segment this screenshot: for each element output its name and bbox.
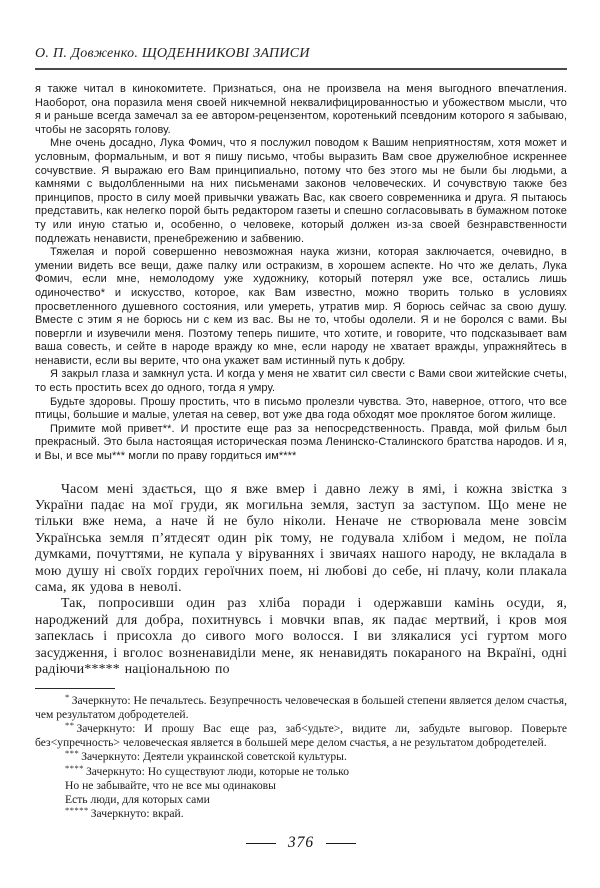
footnote [35, 691, 567, 722]
footnote-line: Есть люди, для которых сами [65, 792, 210, 806]
letter-paragraph: Я закрыл глаза и замкнул уста. И когда у меня не хватит сил свести с Вами свои житейские счеты, то есть простить всех до одного, тогда я умру. [35, 368, 567, 395]
footnote-marker: **** [65, 762, 84, 773]
footnote-text: Зачеркнуто: вкрай. [90, 807, 184, 821]
footnote-text: Зачеркнуто: И прошу Вас еще раз, заб<удьте>, видите ли, забудьте выговор. Поверьте без<упречность> человеческая является в большей мере делом счастья, а не результатом добродетелей. [35, 721, 567, 750]
footnote-marker: *** [65, 748, 80, 759]
footnotes-block [35, 691, 567, 822]
footnote-marker: ** [65, 719, 75, 730]
footnote-marker: * [65, 691, 70, 702]
footnote [35, 807, 567, 821]
running-header: О. П. Довженко. ЩОДЕННИКОВІ ЗАПИСИ [35, 46, 567, 70]
letter-paragraph: я также читал в кинокомитете. Признаться, она не произвела на меня выгодного впечатления. Наоборот, она поразила меня своей никчемной неквалифицированностью и убожеством мысли, что я и раньше всегда замечал за ее автором-рецензентом, коротенький псевдоним которого я забываю, чтобы не засорять голову. [35, 83, 567, 136]
footnote-text: Зачеркнуто: Но существуют люди, которые не только [86, 764, 350, 778]
letter-paragraph: Примите мой привет**. И простите еще раз за непосредственность. Правда, мой фильм был прекрасный. Это была настоящая историческая поэма Ленинско-Сталинского братства народов. И я, и Вы, и все мы*** могли по праву гордиться им**** [35, 422, 567, 463]
diary-paragraph: Часом мені здається, що я вже вмер і давно лежу в ямі, і кожна звістка з України падає на мої груди, як могильна земля, заступ за заступом. Що мене не тільки вже нема, а наче й не було ніколи. Неначе не створювала мене зовсім Українська земля п’ятдесят один рік тому, не годувала хлібом і медом, не поїла думками, почуттями, не купала у віруваннях і звичаях нашого народу, не вкладала в мою душу ні своїх гордих героїчних поем, ні любові до себе, ні плачу, коли плакала сама, як удова в неволі. [35, 480, 567, 595]
footnote [35, 750, 567, 764]
letter-paragraph: Будьте здоровы. Прошу простить, что в письмо пролезли чувства. Это, наверное, оттого, что все птицы, большие и малые, улетая на север, вот уже два года обходят мое проклятое богом жилище. [35, 395, 567, 422]
footnote [35, 719, 567, 750]
page-number: 376 [287, 834, 315, 852]
diary-paragraph: Так, попросивши один раз хліба поради і одержавши камінь осуди, я, народжений для добра, похитнувсь і мовчки впав, як падає мертвий, і кров моя запеклась і присохла до сивого мого волосся. І ви злякалися усі гуртом мого засудження, і вголос возненавиділи мене, як ненавидять покараного на Вкраїні, одні радіючи***** національною по [35, 595, 567, 677]
footnote-line: Но не забывайте, что не все мы одинаковы [65, 778, 276, 792]
footnote-marker: ***** [65, 805, 89, 816]
footnote-line [35, 762, 567, 779]
diary-text-block [35, 481, 567, 678]
footnote-text: Зачеркнуто: Деятели украинской советской культуры. [81, 750, 347, 764]
page-number-dash-left [246, 843, 276, 844]
letter-text-block [35, 83, 567, 464]
page-number-dash-right [326, 843, 356, 844]
page-footer [35, 834, 567, 852]
footnote-separator [35, 688, 115, 689]
footnote-line [35, 691, 567, 722]
footnote [35, 762, 567, 808]
footnote-line [35, 719, 567, 750]
letter-paragraph: Тяжелая и порой совершенно невозможная наука жизни, которая заключается, очевидно, в умении видеть все вещи, даже палку или остракизм, в хорошем аспекте. Но что же делать, Лука Фомич, если мне, немолодому уже художнику, который потерял уже все, остались лишь одиночество* и искусство, которое, как Вам известно, можно творить только в условиях просветленного душевного состояния, или умереть, утратив мир. Я борюсь сейчас за свою душу. Вместе с этим я не борюсь ни с кем из вас. Вы не то, чтобы одолели. Я и не боролся с вами. Вы повергли и изувечили меня. Поэтому теперь пишите, что хотите, и говорите, что подсказывает вам ваша совесть, и сейте в народе вражду ко мне, если народу не хватает вражды, упражняйтесь в ненависти, если вы верите, что она укажет вам истинный путь к добру. [35, 246, 567, 367]
footnote-line [35, 750, 567, 764]
footnote-text: Зачеркнуто: Не печальтесь. Безупречность человеческая в большей степени является делом счастья, чем результатом добродетелей. [35, 693, 567, 721]
letter-paragraph: Мне очень досадно, Лука Фомич, что я послужил поводом к Вашим неприятностям, хотя может и условным, формальным, и вот я пишу письмо, чтобы выразить Вам свое дружелюбное искреннее сочувствие. Я выражаю его Вам принципиально, потому что без этого мы не были бы людьми, а камнями с выдолбленными на них письменами законов человеческих. И сочувствую также без принципов, просто в силу моей привычки уважать Вас, как своего современника и друга. Я пытаюсь представить, как нелегко порой быть редактором газеты и спешно согласовывать в бумажном потоке ту или иную статью и, особенно, о человеке, который должен из-за своей безнравственности подлежать ненависти, пренебрежению и забвению. [35, 137, 567, 245]
footnote-line [35, 807, 567, 821]
